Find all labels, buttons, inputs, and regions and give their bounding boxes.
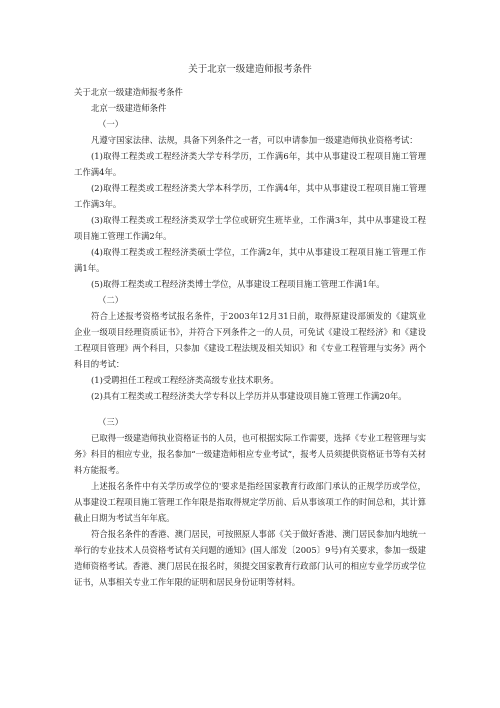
document-body bbox=[74, 84, 426, 590]
heading-2: 北京一级建造师条件 bbox=[91, 103, 167, 113]
section-1-item: (4)取得工程类或工程经济类硕士学位，工作满2年，其中从事建设工程项目施工管理工作满1年。 bbox=[74, 247, 426, 273]
section-spacer bbox=[74, 404, 426, 414]
section-3-marker: （三） bbox=[98, 417, 124, 427]
section-1-item: (2)取得工程类或工程经济类大学本科学历，工作满4年，其中从事建设工程项目施工管理工作满3年。 bbox=[74, 183, 426, 209]
section-2-marker: （二） bbox=[98, 295, 124, 305]
section-1-item: (1)取得工程类或工程经济类大学专科学历，工作满6年，其中从事建设工程项目施工管理工作满4年。 bbox=[74, 151, 426, 177]
section-3-paragraph: 上述报名条件中有关学历或学位的'要求是指经国家教育行政部门承认的正规学历或学位，从事建设工程项目施工管理工作年限是指取得规定学历前、后从事该项工作的时间总和，其计算截止日期为考试当年年底。 bbox=[74, 481, 426, 523]
section-1-marker: （一） bbox=[98, 119, 124, 129]
section-1-intro: 凡遵守国家法律、法规，具备下列条件之一者，可以申请参加一级建造师执业资格考试： bbox=[91, 135, 418, 145]
section-2-item: (1)受聘担任工程或工程经济类高级专业技术职务。 bbox=[91, 375, 279, 385]
section-1-item: (5)取得工程类或工程经济类博士学位，从事建设工程项目施工管理工作满1年。 bbox=[91, 279, 385, 289]
section-1-item: (3)取得工程类或工程经济类双学士学位或研究生班毕业，工作满3年，其中从事建设工程项目施工管理工作满2年。 bbox=[74, 215, 426, 241]
heading-1: 关于北京一级建造师报考条件 bbox=[74, 87, 183, 97]
document-title: 关于北京一级建造师报考条件 bbox=[188, 64, 312, 75]
section-3-paragraph: 符合报名条件的香港、澳门居民，可按照原人事部《关于做好香港、澳门居民参加内地统一举行的专业技术人员资格考试有关问题的通知》(国人部发〔2005〕9号)有关要求，参加一级建造师资格考试。香港、澳门居民在报名时，须提交国家教育行政部门认可的相应专业学历或学位证书，从事相关专业工作年限的证明和居民身份证明等材料。 bbox=[74, 529, 426, 587]
section-2-intro: 符合上述报考资格考试报名条件，于2003年12月31日前，取得原建设部颁发的《建筑业企业一级项目经理资质证书》，并符合下列条件之一的人员，可免试《建设工程经济》和《建设工程项目管理》两个科目，只参加《建设工程法规及相关知识》和《专业工程管理与实务》两个科目的考试： bbox=[74, 311, 426, 369]
section-3-paragraph: 已取得一级建造师执业资格证书的人员，也可根据实际工作需要，选择《专业工程管理与实务》科目的相应专业，报名参加“一级建造师相应专业考试”，报考人员须提供资格证书等有关材料方能报考。 bbox=[74, 433, 426, 475]
section-2-item: (2)具有工程类或工程经济类大学专科以上学历并从事建设项目施工管理工作满20年。 bbox=[91, 391, 407, 401]
